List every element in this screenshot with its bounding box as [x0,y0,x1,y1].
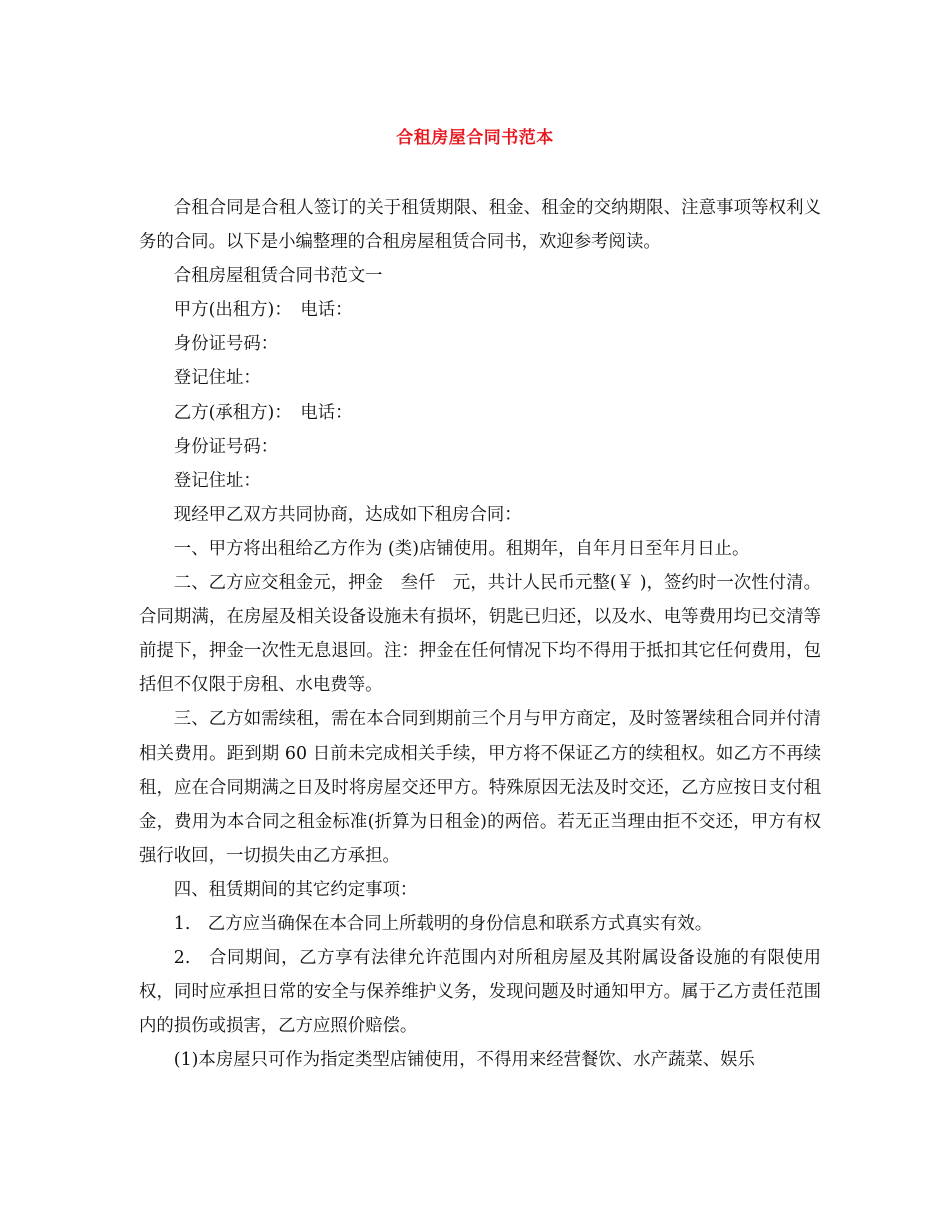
party-a-address-line: 登记住址： [173,368,261,389]
document-body [139,191,821,1077]
agreement-intro: 现经甲乙双方共同协商，达成如下租房合同： [173,504,522,525]
document-title: 合租房屋合同书范本 [396,128,554,148]
clause-4-subitem-1: (1)本房屋只可作为指定类型店铺使用，不得用来经营餐饮、水产蔬菜、娱乐 [173,1050,755,1071]
party-b-id-line: 身份证号码： [173,436,279,457]
clause-4-item-2: 2. 合同期间，乙方享有法律允许范围内对所租房屋及其附属设备设施的有限使用权，同时应承担日常的安全与保养维护义务，发现问题及时通知甲方。属于乙方责任范围内的损伤或损害，乙方应照价赔偿。 [139,948,821,1037]
party-b-address-line: 登记住址： [173,470,261,491]
party-a-line: 甲方(出租方)： 电话： [173,300,353,321]
party-a-id-line: 身份证号码： [173,334,279,355]
section-heading: 合租房屋租赁合同书范文一 [173,266,383,287]
clause-1: 一、甲方将出租给乙方作为 (类)店铺使用。租期年，自年月日至年月日止。 [173,538,750,559]
clause-3: 三、乙方如需续租，需在本合同到期前三个月与甲方商定，及时签署续租合同并付清相关费用。距到期 60 日前未完成相关手续，甲方将不保证乙方的续租权。如乙方不再续租，应在合同期满之日及时将房屋交还甲方。特殊原因无法及时交还，乙方应按日支付租金，费用为本合同之租金标准(折算为日租金)的两倍。若无正当理由拒不交还，甲方有权强行收回，一切损失由乙方承担。 [139,709,821,866]
intro-paragraph: 合租合同是合租人签订的关于租赁期限、租金、租金的交纳期限、注意事项等权利义务的合同。以下是小编整理的合租房屋租赁合同书，欢迎参考阅读。 [139,198,821,253]
clause-2: 二、乙方应交租金元，押金 叁仟 元，共计人民币元整(￥ )，签约时一次性付清。合同期满，在房屋及相关设备设施未有损坏，钥匙已归还，以及水、电等费用均已交清等前提下，押金一次性无息退回。注：押金在任何情况下均不得用于抵扣其它任何费用，包括但不仅限于房租、水电费等。 [139,573,821,696]
party-b-line: 乙方(承租方)： 电话： [173,402,353,423]
clause-4-item-1: 1. 乙方应当确保在本合同上所载明的身份信息和联系方式真实有效。 [173,913,713,934]
clause-4-heading: 四、租赁期间的其它约定事项： [173,879,418,900]
